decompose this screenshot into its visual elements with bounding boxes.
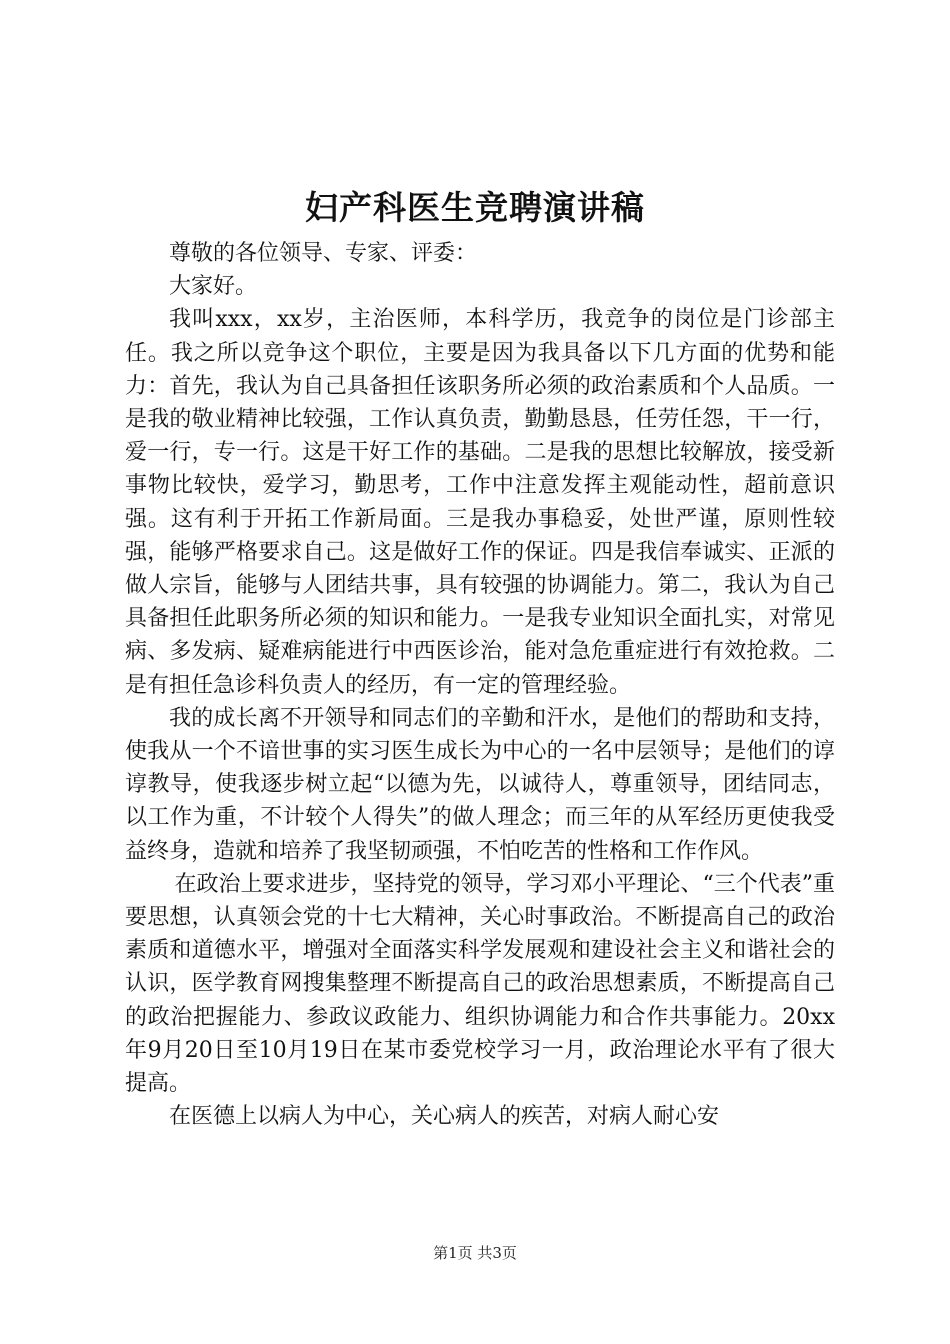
paragraph-politics: 在政治上要求进步，坚持党的领导，学习邓小平理论、“三个代表”重要思想，认真领会党的十七大精神，关心时事政治。不断提高自己的政治素质和道德水平，增强对全面落实科学发展观和建设社会主义和谐社会的认识，医学教育网搜集整理不断提高自己的政治思想素质，不断提高自己的政治把握能力、参政议政能力、组织协调能力和合作共事能力。20xx年9月20日至10月19日在某市委党校学习一月，政治理论水平有了很大提高。 <box>125 871 835 1097</box>
salutation: 尊敬的各位领导、专家、评委： <box>169 241 478 266</box>
paragraph-introduction: 我叫xxx，xx岁，主治医师，本科学历，我竞争的岗位是门诊部主任。我之所以竞争这个职位，主要是因为我具备以下几方面的优势和能力：首先，我认为自己具备担任该职务所必须的政治素质和个人品质。一是我的敬业精神比较强，工作认真负责，勤勤恳恳，任劳任怨，干一行，爱一行，专一行。这是干好工作的基础。二是我的思想比较解放，接受新事物比较快，爱学习，勤思考，工作中注意发挥主观能动性，超前意识强。这有利于开拓工作新局面。三是我办事稳妥，处世严谨，原则性较强，能够严格要求自己。这是做好工作的保证。四是我信奉诚实、正派的做人宗旨，能够与人团结共事，具有较强的协调能力。第二，我认为自己具备担任此职务所必须的知识和能力。一是我专业知识全面扎实，对常见病、多发病、疑难病能进行中西医诊治，能对急危重症进行有效抢救。二是有担任急诊科负责人的经历，有一定的管理经验。 <box>125 307 835 698</box>
document-body <box>125 237 835 1133</box>
document-title: 妇产科医生竞聘演讲稿 <box>305 188 645 227</box>
greeting: 大家好。 <box>169 274 258 300</box>
paragraph-medical-ethics: 在医德上以病人为中心，关心病人的疾苦，对病人耐心安 <box>169 1104 720 1130</box>
paragraph-growth: 我的成长离不开领导和同志们的辛勤和汗水，是他们的帮助和支持，使我从一个不谙世事的实习医生成长为中心的一名中层领导；是他们的谆谆教导，使我逐步树立起“以德为先，以诚待人，尊重领导，团结同志，以工作为重，不计较个人得失”的做人理念；而三年的从军经历更使我受益终身，造就和培养了我坚韧顽强，不怕吃苦的性格和工作作风。 <box>125 705 835 864</box>
page-number-footer: 第1页 共3页 <box>433 1244 517 1262</box>
